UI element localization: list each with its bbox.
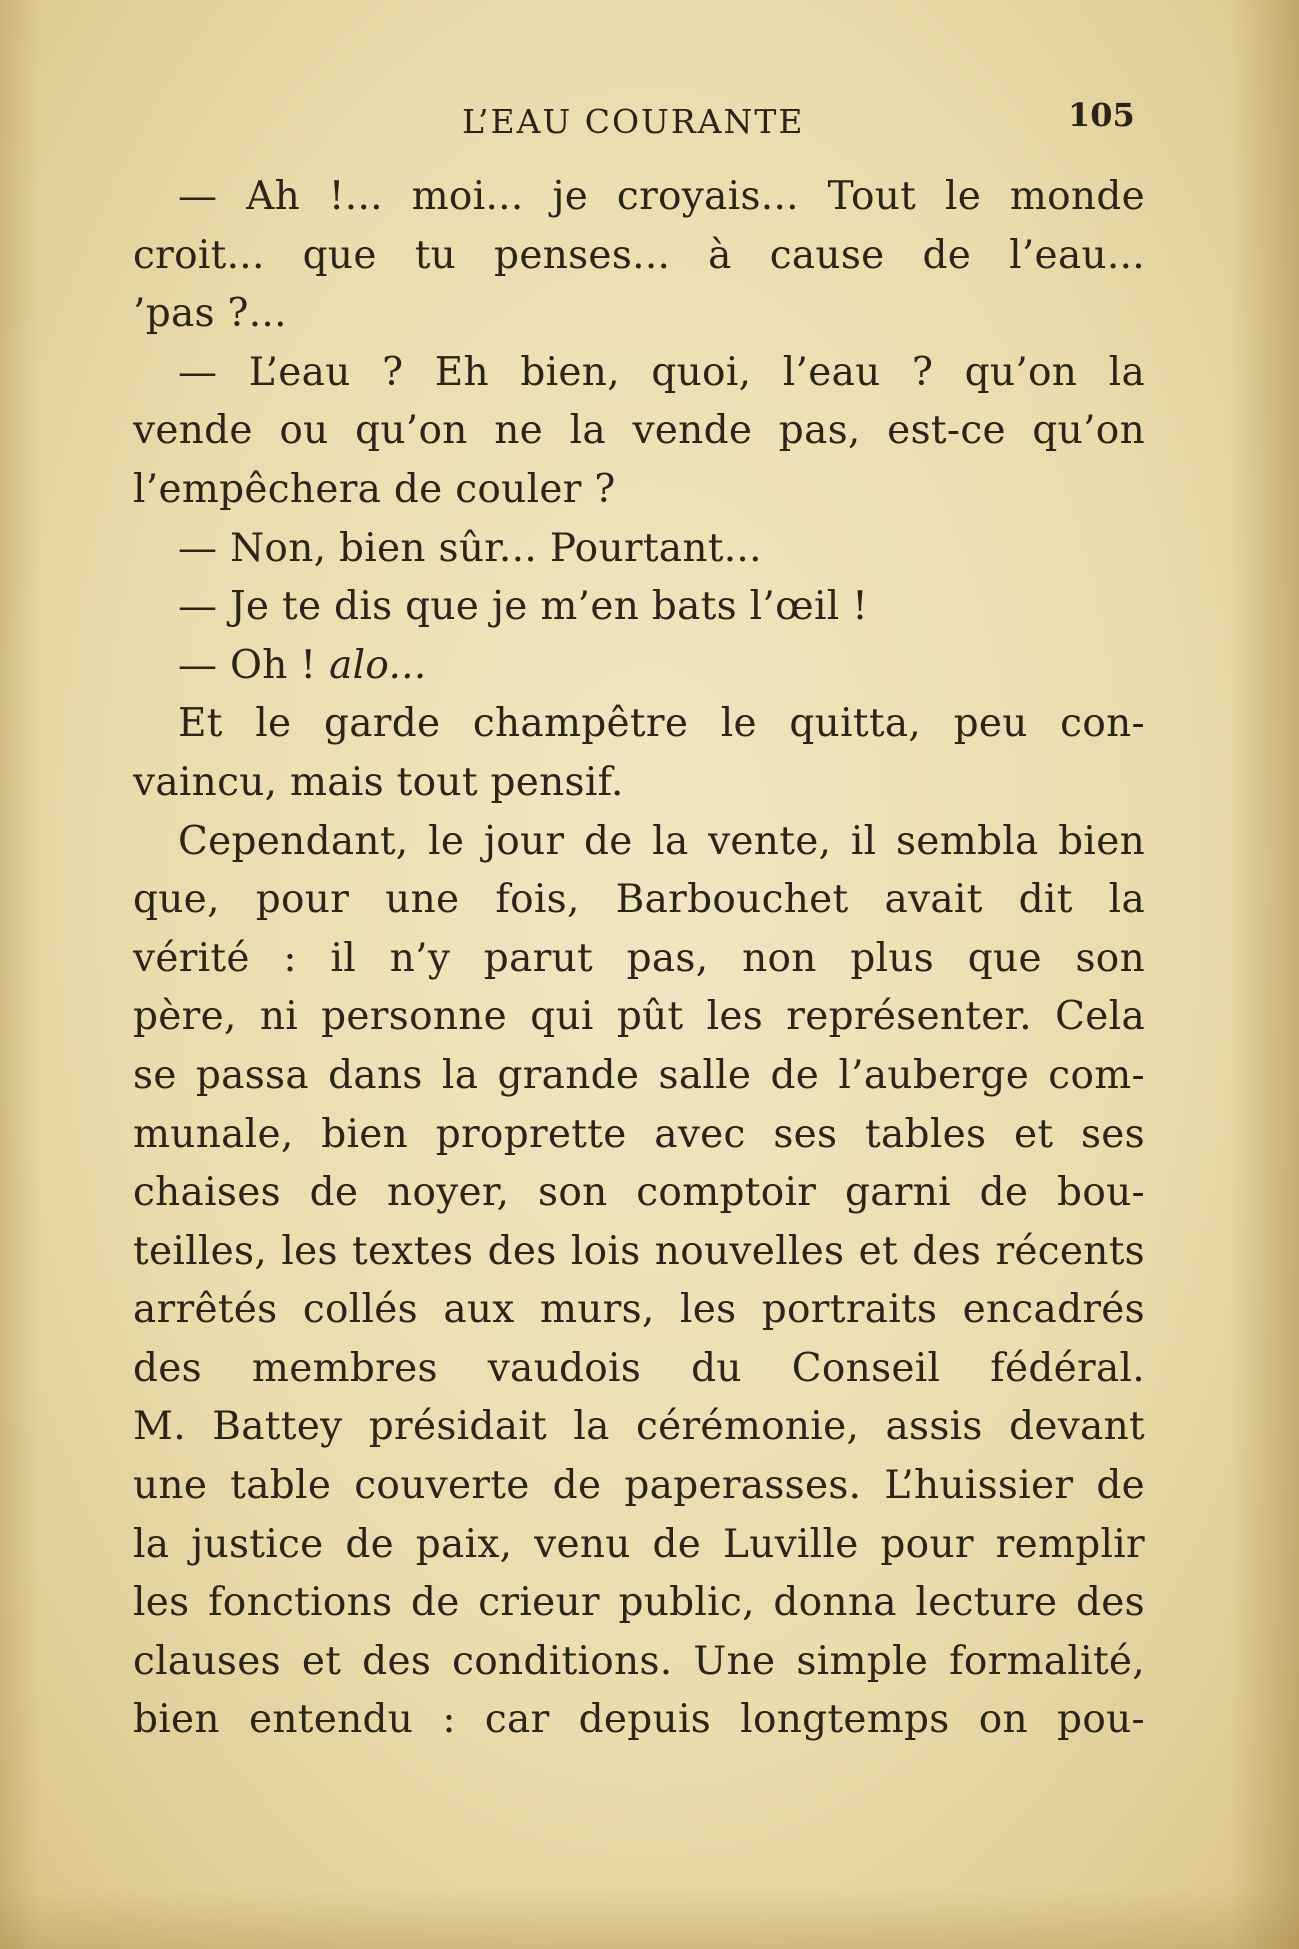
- text-line: [133, 637, 1145, 696]
- page-number: 105: [1068, 96, 1135, 134]
- text-line: munale, bien proprette avec ses tables et ses: [133, 1111, 1145, 1157]
- text-line: vaincu, mais tout pensif.: [133, 759, 624, 805]
- text-line: — Je te dis que je m’en bats l’œil !: [178, 584, 869, 630]
- text-line: croit... que tu penses... à cause de l’eau...: [133, 232, 1145, 278]
- running-title: L’EAU COURANTE: [462, 102, 805, 141]
- text-line: ’pas ?...: [133, 291, 287, 337]
- text-line: teilles, les textes des lois nouvelles et des récents: [133, 1228, 1145, 1274]
- italic-word: alo...: [329, 642, 427, 688]
- text-line: chaises de noyer, son comptoir garni de bou-: [133, 1170, 1145, 1216]
- text-line: — Ah !... moi... je croyais... Tout le monde: [178, 174, 1145, 219]
- running-head: [0, 96, 1299, 146]
- text-line: bien entendu : car depuis longtemps on pou-: [133, 1697, 1145, 1743]
- text-line: — Non, bien sûr... Pourtant...: [178, 525, 762, 571]
- text-line: clauses et des conditions. Une simple formalité,: [133, 1638, 1145, 1684]
- text-line: arrêtés collés aux murs, les portraits encadrés: [133, 1287, 1145, 1333]
- text-line: la justice de paix, venu de Luville pour remplir: [133, 1521, 1145, 1567]
- text-line: se passa dans la grande salle de l’auberge com-: [133, 1052, 1145, 1098]
- body-text: [133, 168, 1145, 1750]
- text-line: Cependant, le jour de la vente, il sembla bien: [178, 818, 1145, 864]
- text-line: une table couverte de paperasses. L’huissier de: [133, 1463, 1145, 1509]
- text-line: Et le garde champêtre le quitta, peu con-: [178, 701, 1145, 747]
- text-line: — L’eau ? Eh bien, quoi, l’eau ? qu’on la: [178, 349, 1145, 395]
- text-line: des membres vaudois du Conseil fédéral.: [133, 1345, 1145, 1391]
- text-line: les fonctions de crieur public, donna lecture des: [133, 1580, 1145, 1626]
- text-line: M. Battey présidait la cérémonie, assis devant: [133, 1404, 1145, 1450]
- text-line: l’empêchera de couler ?: [133, 466, 616, 512]
- page-edge-shadow-left: [0, 0, 40, 1949]
- text-line: que, pour une fois, Barbouchet avait dit la: [133, 877, 1145, 923]
- text-line-lead: — Oh !: [178, 642, 330, 688]
- text-line: père, ni personne qui pût les représenter. Cela: [133, 994, 1145, 1040]
- text-line: vende ou qu’on ne la vende pas, est-ce qu’on: [133, 408, 1145, 454]
- page-edge-shadow-bottom: [0, 1889, 1299, 1949]
- text-line: vérité : il n’y parut pas, non plus que son: [133, 935, 1145, 981]
- page-edge-shadow-right: [1229, 0, 1299, 1949]
